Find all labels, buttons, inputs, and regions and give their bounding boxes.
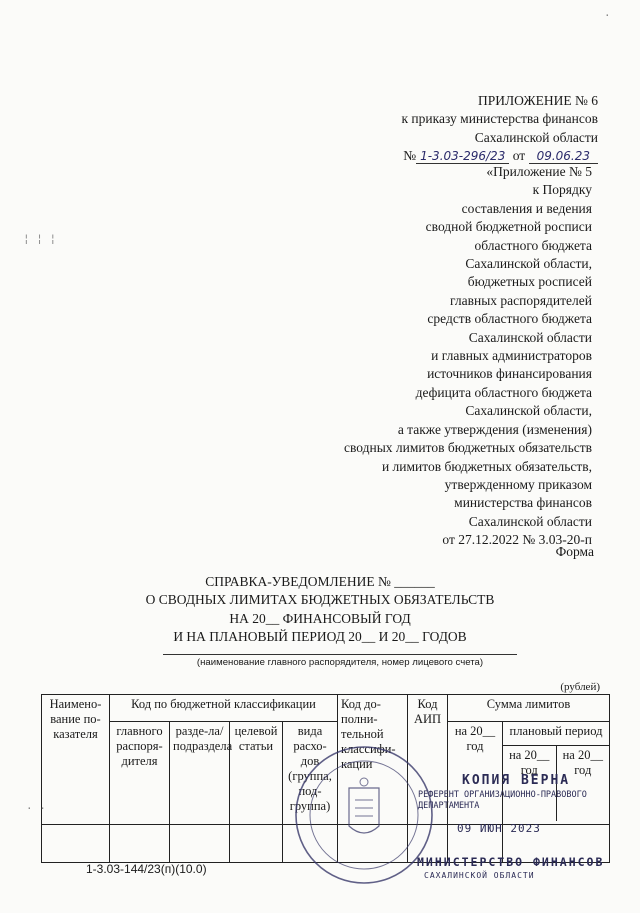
appendix-line: а также утверждения (изменения): [397, 421, 592, 437]
appendix-line: от 27.12.2022 № 3.03-20-п: [442, 532, 592, 548]
appendix-line: средств областного бюджета: [427, 311, 592, 327]
order-header: [402, 92, 599, 166]
scan-artifact: ¦ ¦ ¦: [23, 232, 57, 245]
table-cell: [170, 825, 230, 863]
stamp-date: 09 ИЮН 2023: [457, 822, 541, 835]
appendix-line: сводной бюджетной росписи: [425, 219, 592, 235]
units-label: (рублей): [560, 681, 600, 693]
appendix-line: «Приложение № 5: [486, 164, 592, 179]
appendix-line: и лимитов бюджетных обязательств,: [381, 458, 592, 474]
title-line: О СВОДНЫХ ЛИМИТАХ БЮДЖЕТНЫХ ОБЯЗАТЕЛЬСТВ: [145, 592, 495, 608]
scan-artifact: ·: [604, 9, 611, 22]
header-budget-classification: Код по бюджетной классификации: [110, 695, 338, 722]
header-limit-sum: Сумма лимитов: [448, 695, 610, 722]
table-cell: [110, 825, 170, 863]
appendix-line: Сахалинской области: [468, 329, 592, 345]
reference-dept-stamp: РЕФЕРЕНТ ОРГАНИЗАЦИОННО-ПРАВОВОГО ДЕПАРТАМЕНТА: [418, 790, 587, 811]
appendix-line: бюджетных росписей: [467, 274, 592, 290]
document-title: [0, 573, 640, 647]
ministry-region-stamp: САХАЛИНСКОЙ ОБЛАСТИ: [424, 871, 535, 880]
title-line: И НА ПЛАНОВЫЙ ПЕРИОД 20__ И 20__ ГОДОВ: [173, 629, 467, 645]
header-target: целевой статьи: [230, 722, 283, 825]
header-plan-year-1: на 20__ год: [503, 746, 557, 821]
appendix-line: сводных лимитов бюджетных обязательств: [344, 440, 592, 456]
appendix-title: ПРИЛОЖЕНИЕ № 6: [477, 93, 598, 108]
appendix-line: утвержденному приказом: [444, 476, 592, 492]
form-label: Форма: [555, 544, 594, 559]
appendix-line: и главных администраторов: [431, 348, 592, 364]
header-section: разде-ла/подраздела: [170, 722, 230, 825]
signature-line: [163, 654, 517, 655]
appendix-line: министерства финансов: [454, 495, 592, 511]
header-main-manager: главного распоря-дителя: [110, 722, 170, 825]
order-region: Сахалинской области: [474, 129, 598, 145]
header-aip-code: Код АИП: [408, 695, 448, 825]
header-extra-code: Код до-полни-тельной классифи-кации: [338, 695, 408, 825]
signature-caption: (наименование главного распорядителя, номер лицевого счета): [196, 657, 484, 668]
order-number-prefix: №: [403, 148, 417, 164]
footer-document-code: 1-3.03-144/23(п)(10.0): [86, 862, 207, 876]
order-number-handwritten: 1-3.03-296/23: [416, 149, 509, 164]
header-indicator: Наимено-вание по-казателя: [42, 695, 110, 825]
ministry-stamp: МИНИСТЕРСТВО ФИНАНСОВ: [417, 855, 605, 869]
title-line: СПРАВКА-УВЕДОМЛЕНИЕ № ______: [205, 574, 435, 589]
round-seal-stamp: [293, 740, 435, 890]
order-date-prefix: от: [512, 148, 526, 164]
scan-artifact: · ·: [26, 802, 46, 815]
appendix-line: Сахалинской области,: [465, 256, 592, 272]
table-cell: [42, 825, 110, 863]
copy-verified-stamp: КОПИЯ ВЕРНА: [462, 773, 571, 788]
appendix-line: составления и ведения: [461, 200, 592, 216]
appendix-line: дефицита областного бюджета: [415, 384, 592, 400]
appendix-line: к Порядку: [532, 182, 592, 198]
appendix-line: Сахалинской области,: [465, 403, 592, 419]
table-cell: [230, 825, 283, 863]
header-current-year: на 20__ год: [448, 722, 503, 825]
order-reference: к приказу министерства финансов: [401, 111, 598, 127]
appendix-line: Сахалинской области: [468, 513, 592, 529]
appendix-line: источников финансирования: [427, 366, 592, 382]
appendix-reference: [344, 163, 592, 550]
planning-period-label: плановый период: [503, 722, 609, 746]
header-expense-type: вида расхо-дов (группа, под-группа): [283, 722, 338, 825]
order-date-handwritten: 09.06.23: [529, 149, 598, 164]
appendix-line: областного бюджета: [474, 237, 592, 253]
header-plan-year-2: на 20__ год: [562, 748, 603, 777]
title-line: НА 20__ ФИНАНСОВЫЙ ГОД: [229, 610, 411, 626]
appendix-line: главных распорядителей: [450, 292, 592, 308]
